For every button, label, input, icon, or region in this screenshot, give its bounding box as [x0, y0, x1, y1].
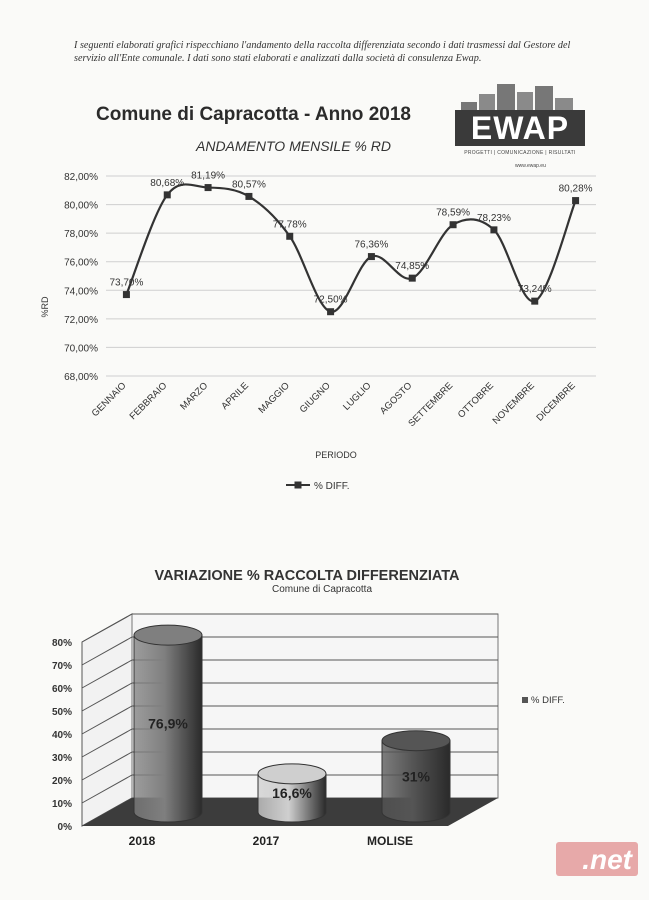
chart1-data-label: 76,36% [354, 239, 389, 251]
chart2-data-label: 76,9% [148, 715, 188, 732]
chart2-y-tick-label: 10% [51, 799, 72, 810]
chart1-y-tick-label: 76,00% [64, 257, 98, 269]
chart1-data-label: 80,57% [231, 179, 266, 191]
chart2-bar-top [258, 764, 326, 784]
chart2-y-tick-label: 30% [51, 753, 72, 764]
chart1-data-label: 74,85% [395, 261, 430, 273]
logo-url: www.ewap.eu [515, 163, 546, 169]
chart2-y-tick-label: 0% [57, 822, 72, 833]
chart1-x-tick-label: GIUGNO [297, 380, 333, 416]
chart2-x-tick-label: 2018 [128, 834, 156, 848]
chart1-x-tick-label: OTTOBRE [455, 380, 497, 421]
chart2-y-tick-label: 50% [51, 707, 72, 718]
chart1-data-label: 73,70% [109, 277, 144, 289]
chart1-y-tick-label: 82,00% [64, 172, 98, 183]
chart1-data-label: 80,28% [558, 183, 593, 195]
chart2-bar-top [134, 625, 202, 645]
chart1-x-tick-label: MAGGIO [256, 380, 292, 416]
chart2-legend-marker [522, 697, 528, 703]
chart1-x-tick-label: GENNAIO [89, 380, 129, 420]
chart1-x-tick-label: SETTEMBRE [406, 380, 456, 430]
chart1-y-axis-label: %RD [40, 296, 50, 318]
chart1-data-label: 72,50% [313, 294, 348, 306]
chart2-y-tick-label: 20% [51, 776, 72, 787]
chart2-y-tick-label: 40% [51, 730, 72, 741]
chart1-x-tick-label: APRILE [219, 380, 252, 413]
net-watermark [556, 842, 638, 876]
chart1-subtitle: ANDAMENTO MENSILE % RD [196, 138, 391, 154]
logo-wordmark: EWAP [455, 110, 585, 146]
chart1-y-tick-label: 68,00% [64, 372, 98, 383]
chart2-title: VARIAZIONE % RACCOLTA DIFFERENZIATA [154, 568, 460, 584]
chart1-data-label: 80,68% [150, 177, 185, 189]
chart1-data-label: 78,23% [476, 212, 511, 224]
chart1-x-tick-label: AGOSTO [377, 380, 415, 417]
chart1-data-label: 78,59% [436, 207, 471, 219]
chart1-x-tick-label: NOVEMBRE [490, 380, 537, 427]
chart1-y-tick-label: 80,00% [64, 200, 98, 212]
chart2-data-label: 16,6% [272, 784, 312, 801]
chart2-y-tick-label: 60% [51, 684, 72, 695]
chart1-title: Comune di Capracotta - Anno 2018 [96, 104, 411, 125]
chart2-y-tick-label: 80% [51, 638, 72, 649]
intro-text: I seguenti elaborati grafici rispecchiano l'andamento della raccolta differenziata secondo i dati trasmessi dal Gestore del servizio all'Ente comunale. I dati sono stati elaborati e analizzati dalla società di consulenza Ewap. [74, 40, 571, 64]
chart2-subtitle: Comune di Capracotta [271, 584, 373, 595]
logo-tagline: PROGETTI | COMUNICAZIONE | RISULTATI [464, 150, 576, 156]
chart1-x-tick-label: MARZO [178, 380, 211, 413]
chart1-x-axis-label: PERIODO [315, 450, 357, 460]
chart1-y-tick-label: 78,00% [64, 229, 98, 241]
chart1-data-label: 77,78% [272, 219, 307, 231]
chart1-x-tick-label: DICEMBRE [534, 380, 578, 424]
chart2-x-tick-label: MOLISE [366, 834, 414, 848]
chart1-y-tick-label: 72,00% [64, 314, 98, 326]
chart1-data-label: 73,24% [517, 284, 552, 296]
net-watermark-text: .net [582, 844, 632, 875]
chart1-x-tick-label: LUGLIO [341, 380, 374, 413]
chart1-data-label: 81,19% [191, 170, 226, 182]
chart2-x-tick-label: 2017 [252, 834, 280, 848]
chart2-bar-top [382, 731, 450, 751]
chart1-y-tick-label: 70,00% [64, 343, 98, 355]
chart1-y-tick-label: 74,00% [64, 286, 98, 298]
chart2-data-label: 31% [401, 768, 431, 785]
chart2-legend-label: % DIFF. [531, 695, 565, 706]
chart2-y-tick-label: 70% [51, 661, 72, 672]
chart1-x-tick-label: FEBBRAIO [127, 380, 170, 423]
chart1-legend-label: % DIFF. [314, 481, 350, 492]
